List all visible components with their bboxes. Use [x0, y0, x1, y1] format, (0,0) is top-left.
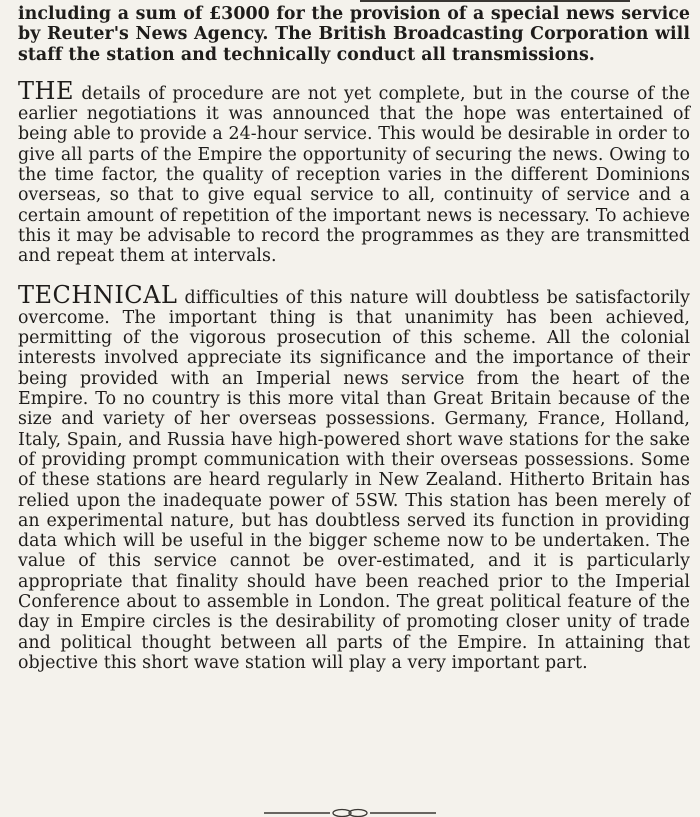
- top-rule: [360, 0, 630, 2]
- paragraph-3: [18, 280, 690, 674]
- bottom-ornament: [262, 808, 438, 817]
- paragraph-3-initial: TECHNICAL: [18, 280, 178, 309]
- paragraph-2-initial: THE: [18, 76, 74, 105]
- paragraph-2: [18, 76, 690, 267]
- paragraph-3-text: difficulties of this nature will doubtless be satisfactorily overcome. The important thing is that unanimity has been achieved, permitting of the vigorous prosecution of this scheme. All the colonial interests involved appreciate its significance and the importance of their being provided with an Imperial news service from the heart of the Empire. To no country is this more vital than Great Britain because of the size and variety of her overseas possessions. Germany, France, Holland, Italy, Spain, and Russia have high-powered short wave stations for the sake of providing prompt communication with their overseas possessions. Some of these stations are heard regularly in New Zealand. Hitherto Britain has relied upon the inadequate power of 5SW. This station has been merely of an experimental nature, but has doubtless served its function in providing data which will be useful in the bigger scheme now to be undertaken. The value of this service cannot be over-estimated, and it is particularly appropriate that finality should have been reached prior to the Imperial Conference about to assemble in London. The great political feature of the day in Empire circles is the desirability of promoting closer unity of trade and political thought between all parts of the Empire. In attaining that objective this short wave station will play a very important part.: [18, 287, 690, 673]
- article-column: [18, 4, 690, 673]
- paragraph-1: including a sum of £3000 for the provision of a special news service by Reuter's News Agency. The British Broadcasting Corporation will staff the station and technically conduct all transmissions.: [18, 4, 690, 65]
- paragraph-2-text: details of procedure are not yet complete, but in the course of the earlier negotiations it was announced that the hope was entertained of being able to provide a 24-hour service. This would be desirable in order to give all parts of the Empire the opportunity of securing the news. Owing to the time factor, the quality of reception varies in the different Dominions overseas, so that to give equal service to all, continuity of service and a certain amount of repetition of the important news is necessary. To achieve this it may be advisable to record the programmes as they are transmitted and repeat them at intervals.: [18, 83, 690, 267]
- ornament-rule-icon: [262, 808, 438, 817]
